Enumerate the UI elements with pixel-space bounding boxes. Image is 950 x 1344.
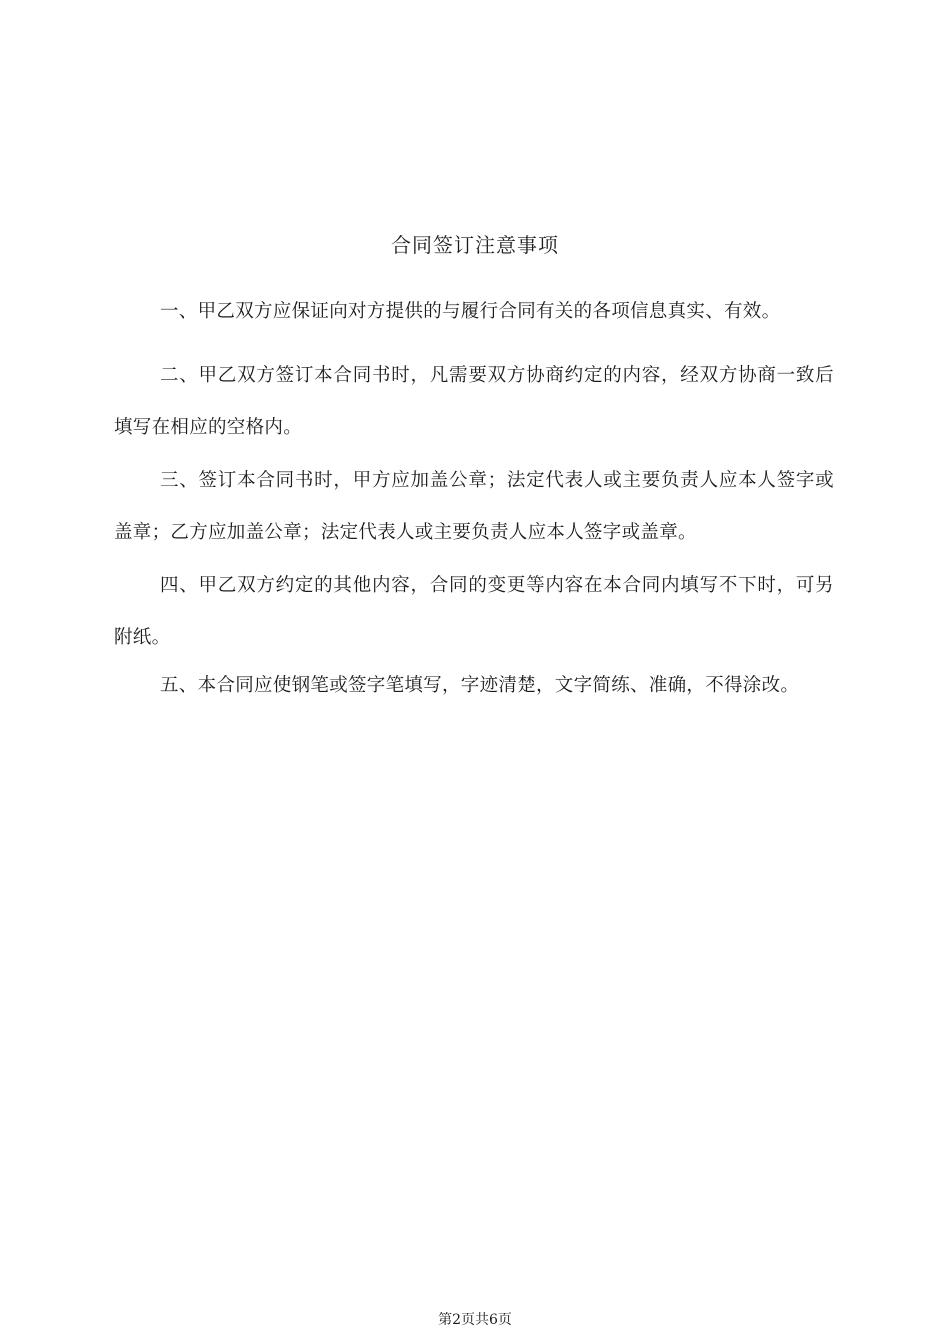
paragraph-5: 五、本合同应使钢笔或签字笔填写，字迹清楚，文字简练、准确，不得涂改。 xyxy=(160,675,800,696)
paragraph-3: 三、签订本合同书时，甲方应加盖公章；法定代表人或主要负责人应本人签字或盖章；乙方应加盖公章；法定代表人或主要负责人应本人签字或盖章。 xyxy=(114,470,834,543)
paragraph-1: 一、甲乙双方应保证向对方提供的与履行合同有关的各项信息真实、有效。 xyxy=(160,301,781,322)
document-title: 合同签订注意事项 xyxy=(391,233,559,257)
paragraph-2: 二、甲乙双方签订本合同书时，凡需要双方协商约定的内容，经双方协商一致后填写在相应的空格内。 xyxy=(114,365,834,438)
page-number-footer: 第2页共6页 xyxy=(438,1312,512,1328)
paragraph-4: 四、甲乙双方约定的其他内容，合同的变更等内容在本合同内填写不下时，可另附纸。 xyxy=(114,575,834,648)
